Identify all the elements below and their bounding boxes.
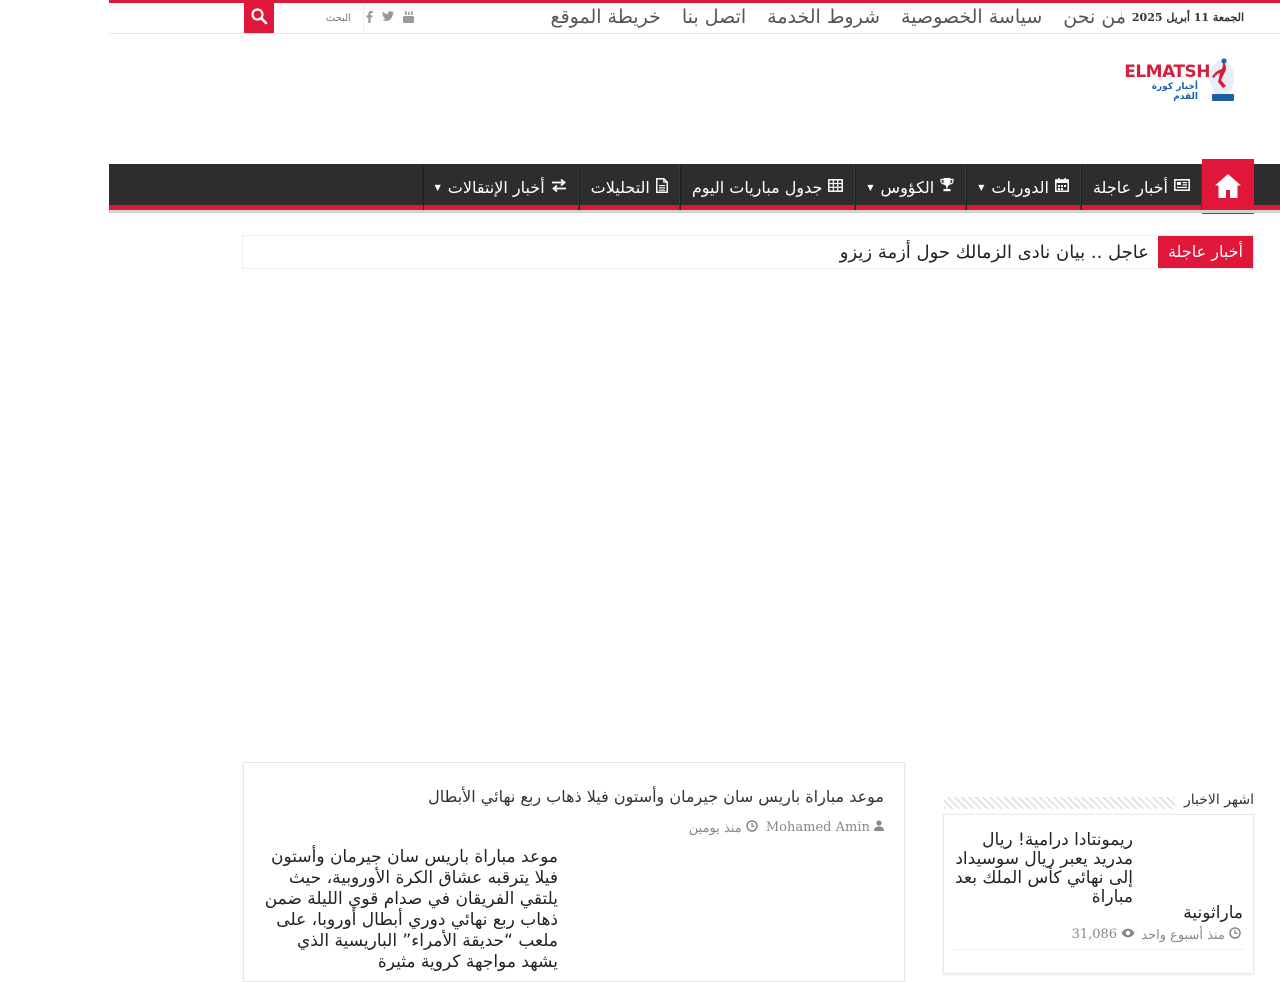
nav-menu [423, 164, 1202, 210]
eye-icon [1121, 928, 1135, 938]
nav-label: الكؤوس [880, 177, 935, 197]
views-count: 31,086 [1071, 927, 1118, 942]
youtube-icon[interactable] [404, 11, 414, 25]
current-date: الجمعة 11 أبريل 2025 [1121, 11, 1244, 24]
chevron-down-icon: ▼ [867, 182, 874, 192]
article-card [243, 762, 905, 982]
top-link-about[interactable]: من نحن [1063, 6, 1126, 28]
popular-news-widget [943, 814, 1254, 974]
home-button[interactable] [1202, 159, 1254, 214]
top-link-contact[interactable]: اتصل بنا [681, 6, 747, 28]
popular-post-meta [1072, 927, 1241, 943]
nav-label: أخبار الإنتقالات [447, 177, 545, 197]
top-link-privacy[interactable]: سياسة الخصوصية [901, 6, 1043, 28]
exchange-icon [551, 179, 567, 196]
nav-item-analysis[interactable] [579, 164, 680, 210]
newspaper-icon [1174, 179, 1190, 195]
popular-news-title: اشهر الاخبار [1183, 792, 1254, 808]
author-name: Mohamed Amin [765, 820, 870, 835]
nav-label: التحليلات [590, 177, 650, 197]
time-text: منذ أسبوع واحد [1141, 928, 1225, 943]
nav-item-cups[interactable] [855, 164, 966, 210]
logo-text: ELMATSH [1124, 62, 1210, 82]
facebook-icon[interactable] [364, 11, 374, 25]
social-links [364, 11, 414, 25]
nav-item-transfers[interactable] [423, 164, 579, 210]
divider [954, 949, 1243, 950]
popular-post-title[interactable]: ريمونتادا درامية! ريال مدريد يعبر ريال سوسيداد إلى نهائي كأس الملك بعد مباراة [955, 830, 1133, 907]
clock-icon [1229, 927, 1241, 939]
time-text: منذ يومين [688, 821, 742, 836]
logo-badge-icon [1208, 56, 1236, 104]
search-icon [251, 8, 267, 24]
chevron-down-icon: ▼ [434, 182, 441, 192]
nav-label: أخبار عاجلة [1092, 177, 1168, 197]
breaking-news-label: أخبار عاجلة [1158, 236, 1253, 268]
top-links [529, 6, 1126, 28]
nav-item-breaking[interactable] [1081, 164, 1202, 210]
logo-subtitle: أخبار كورة القدم [1151, 82, 1198, 102]
article-author[interactable] [766, 820, 884, 836]
article-time [689, 820, 758, 836]
calendar-icon [1055, 178, 1069, 196]
post-views [1072, 927, 1136, 943]
article-meta [689, 820, 884, 836]
twitter-icon[interactable] [384, 11, 394, 25]
home-icon [1214, 173, 1242, 199]
article-title[interactable]: موعد مباراة باريس سان جيرمان وأستون فيلا ذهاب ربع نهائي الأبطال [428, 787, 884, 806]
post-time [1141, 927, 1241, 943]
title-stripes [944, 797, 1175, 809]
popular-post-title-cont[interactable]: ماراثونية [1183, 903, 1243, 923]
nav-label: جدول مباريات اليوم [691, 177, 823, 197]
file-icon [656, 178, 668, 197]
top-link-terms[interactable]: شروط الخدمة [767, 6, 881, 28]
chevron-down-icon: ▼ [978, 182, 985, 192]
breaking-news-item[interactable]: عاجل .. بيان نادى الزمالك حول أزمة زيزو [839, 242, 1149, 263]
breaking-news-ticker [242, 235, 1254, 269]
nav-item-today-matches[interactable] [680, 164, 856, 210]
search-input[interactable] [261, 7, 351, 29]
main-nav [109, 164, 1280, 210]
user-icon [874, 820, 884, 831]
search-button[interactable] [244, 0, 274, 33]
top-bar [109, 0, 1280, 34]
nav-label: الدوريات [991, 177, 1049, 197]
article-excerpt: موعد مباراة باريس سان جيرمان وأستون فيلا يترقبه عشاق الكرة الأوروبية، حيث يلتقي الفريقان في صدام قوي الليلة ضمن ذهاب ربع نهائي دوري أبطال أوروبا، على ملعب “حديقة الأمراء” الباريسية الذي يشهد مواجهة كروية مثيرة [264, 847, 558, 972]
trophy-icon [940, 178, 954, 196]
nav-item-leagues[interactable] [966, 164, 1081, 210]
site-logo[interactable] [1124, 56, 1236, 106]
top-link-sitemap[interactable]: خريطة الموقع [550, 6, 661, 28]
table-icon [828, 179, 843, 196]
clock-icon [746, 820, 758, 832]
